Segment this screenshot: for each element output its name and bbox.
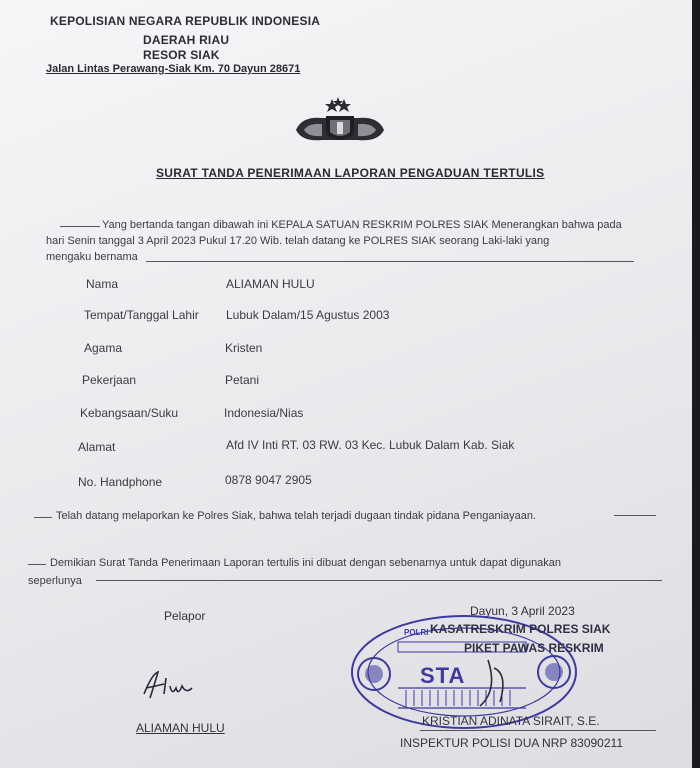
closing-line-2: seperlunya <box>28 575 82 587</box>
field-label-phone: No. Handphone <box>78 475 163 489</box>
document-title: SURAT TANDA PENERIMAAN LAPORAN PENGADUAN TERTULIS <box>156 166 545 180</box>
reporter-signature-icon <box>140 668 202 702</box>
field-value-phone: 0878 9047 2905 <box>225 473 312 487</box>
dash-line <box>96 580 662 581</box>
dash-line <box>146 261 634 262</box>
field-label-occupation: Pekerjaan <box>82 373 137 387</box>
signature-underline <box>420 730 656 731</box>
field-label-name: Nama <box>86 277 119 291</box>
header-region: DAERAH RIAU <box>143 33 230 47</box>
field-value-birth: Lubuk Dalam/15 Agustus 2003 <box>226 308 390 322</box>
reporter-name: ALIAMAN HULU <box>136 721 225 735</box>
field-value-name: ALIAMAN HULU <box>226 277 315 291</box>
field-label-birth: Tempat/Tanggal Lahir <box>84 308 199 322</box>
police-emblem-icon <box>292 96 388 152</box>
official-rank: INSPEKTUR POLISI DUA NRP 83090211 <box>400 736 623 750</box>
place-date: Dayun, 3 April 2023 <box>470 604 575 618</box>
intro-line-1: Yang bertanda tangan dibawah ini KEPALA SATUAN RESKRIM POLRES SIAK Menerangkan bahwa pada <box>102 219 622 231</box>
intro-line-3: mengaku bernama <box>46 251 138 263</box>
report-statement: Telah datang melaporkan ke Polres Siak, bahwa telah terjadi dugaan tindak pidana Penganiayaan. <box>56 510 537 522</box>
header-address: Jalan Lintas Perawang-Siak Km. 70 Dayun 28671 <box>46 63 301 75</box>
field-value-address: Afd IV Inti RT. 03 RW. 03 Kec. Lubuk Dalam Kab. Siak <box>226 438 515 452</box>
header-org: KEPOLISIAN NEGARA REPUBLIK INDONESIA <box>50 14 321 28</box>
field-label-address: Alamat <box>78 440 116 454</box>
field-label-nationality: Kebangsaan/Suku <box>80 406 179 420</box>
closing-line-1: Demikian Surat Tanda Penerimaan Laporan tertulis ini dibuat dengan sebenarnya untuk dapat digunakan <box>50 557 562 569</box>
intro-line-2: hari Senin tanggal 3 April 2023 Pukul 17.20 Wib. telah datang ke POLRES SIAK seorang Laki-laki yang <box>46 235 550 247</box>
field-value-religion: Kristen <box>225 341 263 355</box>
dash-line <box>60 226 100 227</box>
field-value-occupation: Petani <box>225 373 260 387</box>
official-name: KRISTIAN ADINATA SIRAIT, S.E. <box>422 714 600 728</box>
field-value-nationality: Indonesia/Nias <box>224 406 304 420</box>
dash-line <box>34 517 52 518</box>
reporter-label: Pelapor <box>164 609 206 623</box>
dash-line <box>614 515 656 516</box>
official-position: KASATRESKRIM POLRES SIAK <box>430 622 611 636</box>
official-position-sub: PIKET PAWAS RESKRIM <box>464 641 604 655</box>
page-edge-shadow <box>692 0 700 768</box>
field-label-religion: Agama <box>84 341 123 355</box>
stamp-text: STA <box>420 663 466 688</box>
header-unit: RESOR SIAK <box>143 48 220 62</box>
stamp-prefix: POLRI <box>404 628 429 637</box>
dash-line <box>28 564 46 565</box>
